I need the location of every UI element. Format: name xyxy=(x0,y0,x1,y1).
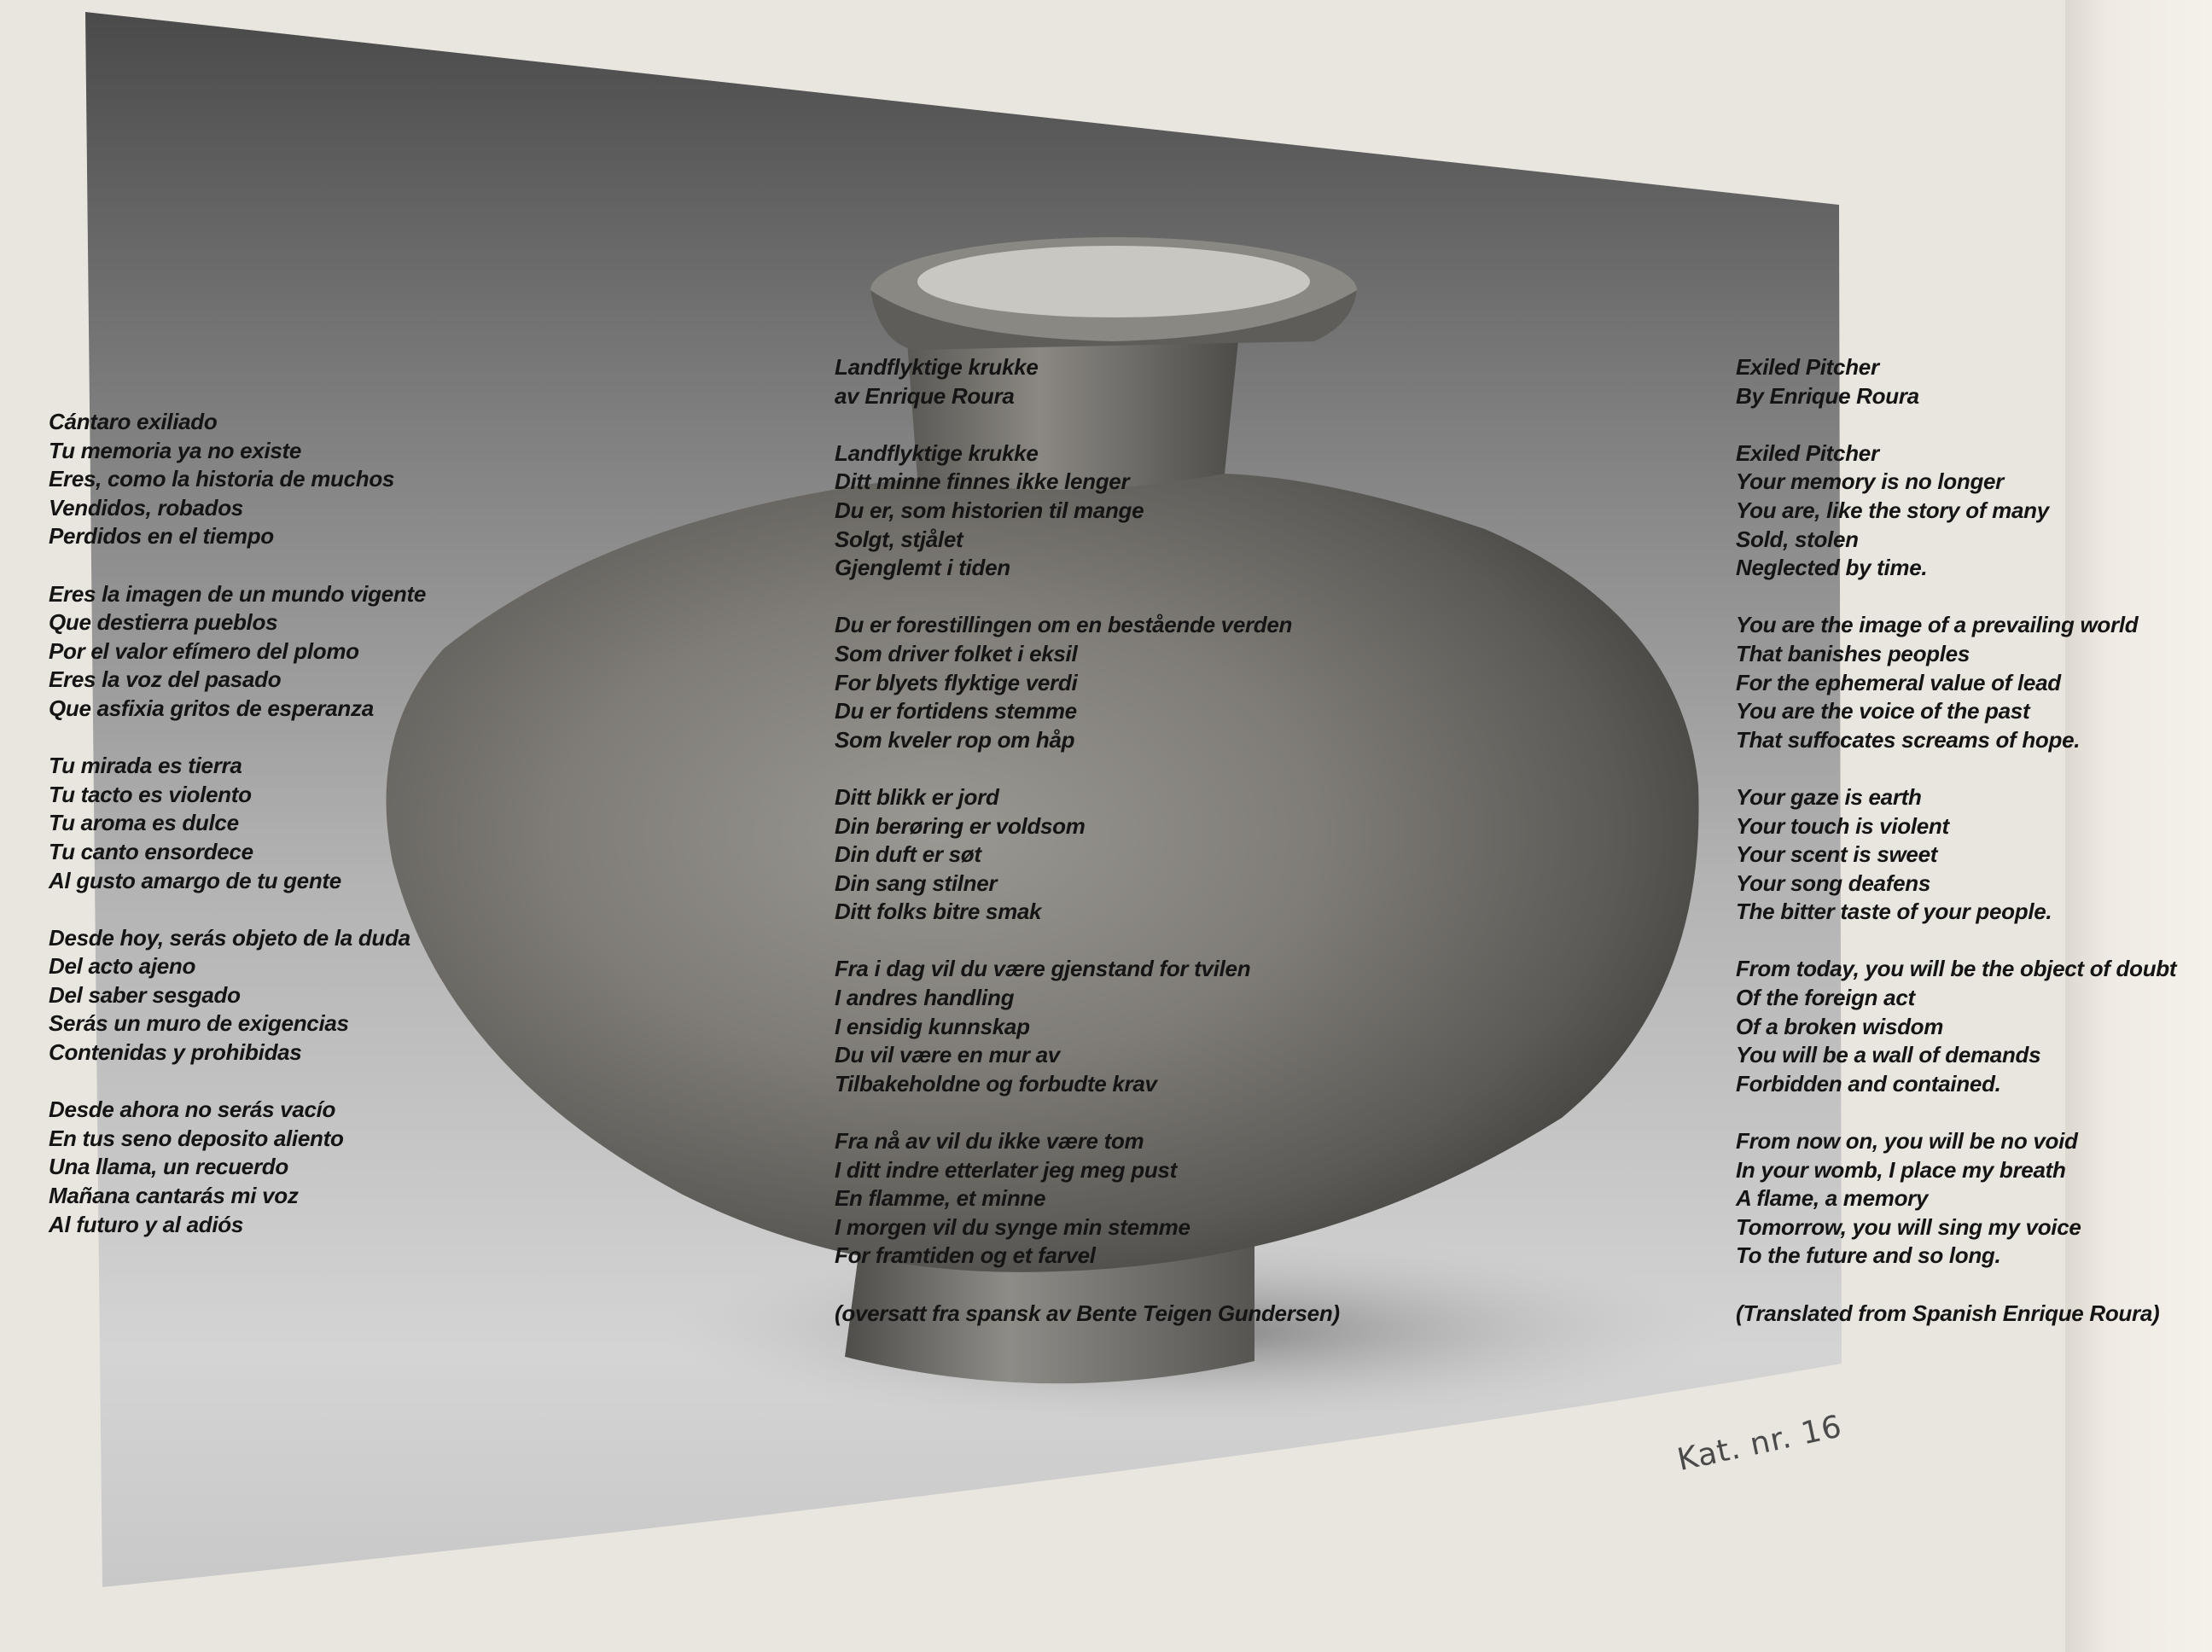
poem-line: Perdidos en el tiempo xyxy=(49,523,274,550)
poem-line: Que destierra pueblos xyxy=(49,609,278,636)
poem-line: Gjenglemt i tiden xyxy=(835,555,1010,581)
poem-line: To the future and so long. xyxy=(1736,1242,2001,1269)
poem-line: Desde ahora no serás vacío xyxy=(49,1096,336,1123)
poem-line: Tu memoria ya no existe xyxy=(49,437,302,463)
stanza-gap xyxy=(49,551,426,580)
poem-line: Por el valor efímero del plomo xyxy=(49,637,359,664)
poem-line: Del saber sesgado xyxy=(49,981,241,1008)
stanza-gap xyxy=(1736,927,2176,956)
poem-line: Al gusto amargo de tu gente xyxy=(49,867,341,893)
stanza-gap xyxy=(49,1067,426,1096)
poem-line: En flamme, et minne xyxy=(835,1185,1046,1212)
poem-line: Du vil være en mur av xyxy=(835,1042,1060,1068)
poem-line: Exiled Pitcher xyxy=(1736,354,1879,380)
poem-line: av Enrique Roura xyxy=(835,382,1015,409)
poem-line: Din duft er søt xyxy=(835,841,981,868)
poem-line: For blyets flyktige verdi xyxy=(835,669,1078,695)
stanza-gap xyxy=(49,724,426,753)
poem-line: The bitter taste of your people. xyxy=(1736,899,2052,925)
poem-line: Tilbakeholdne og forbudte krav xyxy=(835,1070,1157,1096)
poem-line: Sold, stolen xyxy=(1736,526,1859,552)
stanza-gap xyxy=(835,754,1340,783)
poem-line: (oversatt fra spansk av Bente Teigen Gundersen) xyxy=(835,1300,1340,1326)
poem-line: Neglected by time. xyxy=(1736,555,1928,581)
stanza-gap xyxy=(49,895,426,924)
poem-line: Tomorrow, you will sing my voice xyxy=(1736,1213,2081,1240)
poem-line: Your scent is sweet xyxy=(1736,841,1938,868)
poem-line: From now on, you will be no void xyxy=(1736,1128,2078,1155)
poem-line: Du er fortidens stemme xyxy=(835,698,1077,724)
poem-line: Landflyktige krukke xyxy=(835,354,1039,380)
poem-line: (Translated from Spanish Enrique Roura) xyxy=(1736,1300,2160,1326)
poem-line: Ditt blikk er jord xyxy=(835,783,999,810)
poem-line: Eres la voz del pasado xyxy=(49,666,282,693)
poem-line: Landflyktige krukke xyxy=(835,439,1039,466)
poem-line: Din sang stilner xyxy=(835,870,998,896)
poem-spanish xyxy=(49,408,426,1239)
poem-line: Eres la imagen de un mundo vigente xyxy=(49,580,427,607)
poem-line: You are the voice of the past xyxy=(1736,698,2030,724)
poem-line: From today, you will be the object of doubt xyxy=(1736,956,2177,982)
poem-line: I andres handling xyxy=(835,985,1015,1011)
poem-line: Fra nå av vil du ikke være tom xyxy=(835,1128,1144,1155)
poem-line: Desde hoy, serás objeto de la duda xyxy=(49,924,410,951)
poem-line: You are, like the story of many xyxy=(1736,497,2049,523)
poem-line: That suffocates screams of hope. xyxy=(1736,726,2081,753)
poem-line: Eres, como la historia de muchos xyxy=(49,466,395,492)
poem-line: You are the image of a prevailing world xyxy=(1736,612,2139,638)
poem-line: You will be a wall of demands xyxy=(1736,1042,2041,1068)
poem-line: Din berøring er voldsom xyxy=(835,812,1086,839)
poem-line: Al futuro y al adiós xyxy=(49,1211,244,1237)
poem-line: I ditt indre etterlater jeg meg pust xyxy=(835,1156,1177,1183)
stanza-gap xyxy=(1736,1098,2176,1127)
poem-line: I morgen vil du synge min stemme xyxy=(835,1213,1190,1240)
poem-line: That banishes peoples xyxy=(1736,640,1970,666)
poem-norwegian xyxy=(835,353,1340,1328)
stanza-gap xyxy=(1736,410,2176,439)
poem-line: A flame, a memory xyxy=(1736,1185,1929,1212)
stanza-gap xyxy=(1736,1271,2176,1300)
poem-line: Mañana cantarás mi voz xyxy=(49,1183,299,1209)
poem-line: Tu canto ensordece xyxy=(49,838,253,864)
poem-line: Du er forestillingen om en bestående verden xyxy=(835,612,1293,638)
poem-line: Cántaro exiliado xyxy=(49,409,218,434)
poem-line: Tu aroma es dulce xyxy=(49,810,239,836)
poem-line: Vendidos, robados xyxy=(49,494,243,521)
poem-line: Serás un muro de exigencias xyxy=(49,1010,349,1037)
poem-line: Ditt minne finnes ikke lenger xyxy=(835,468,1130,495)
poem-line: Que asfixia gritos de esperanza xyxy=(49,695,374,721)
poem-line: Tu tacto es violento xyxy=(49,781,252,807)
poem-line: Your touch is violent xyxy=(1736,812,1949,839)
poem-line: Una llama, un recuerdo xyxy=(49,1154,288,1180)
poem-line: Ditt folks bitre smak xyxy=(835,899,1042,925)
poem-line: For framtiden og et farvel xyxy=(835,1242,1096,1269)
stanza-gap xyxy=(1736,754,2176,783)
poem-line: Exiled Pitcher xyxy=(1736,439,1879,466)
poem-line: Del acto ajeno xyxy=(49,953,196,980)
stanza-gap xyxy=(835,1271,1340,1300)
poem-line: Your song deafens xyxy=(1736,870,1930,896)
poem-line: En tus seno deposito aliento xyxy=(49,1125,344,1151)
poem-line: Of a broken wisdom xyxy=(1736,1013,1944,1039)
poem-english xyxy=(1736,353,2176,1328)
stanza-gap xyxy=(835,583,1340,612)
poem-line: I ensidig kunnskap xyxy=(835,1013,1030,1039)
catalog-number-caption: Kat. nr. 16 xyxy=(1674,1409,1846,1479)
poem-line: For the ephemeral value of lead xyxy=(1736,669,2061,695)
poem-line: Du er, som historien til mange xyxy=(835,497,1144,523)
poem-line: Som kveler rop om håp xyxy=(835,726,1075,753)
stanza-gap xyxy=(1736,583,2176,612)
poem-line: In your womb, I place my breath xyxy=(1736,1156,2066,1183)
poem-line: Of the foreign act xyxy=(1736,985,1915,1011)
poem-line: Your gaze is earth xyxy=(1736,783,1922,810)
poem-line: Fra i dag vil du være gjenstand for tvilen xyxy=(835,956,1251,982)
poem-line: Som driver folket i eksil xyxy=(835,640,1078,666)
poem-line: Contenidas y prohibidas xyxy=(49,1039,302,1066)
poem-line: Your memory is no longer xyxy=(1736,468,2005,495)
stanza-gap xyxy=(835,410,1340,439)
stanza-gap xyxy=(835,927,1340,956)
stanza-gap xyxy=(835,1098,1340,1127)
poem-line: Tu mirada es tierra xyxy=(49,753,242,779)
poem-line: By Enrique Roura xyxy=(1736,382,1919,409)
poem-line: Solgt, stjålet xyxy=(835,526,963,552)
poem-line: Forbidden and contained. xyxy=(1736,1070,2001,1096)
